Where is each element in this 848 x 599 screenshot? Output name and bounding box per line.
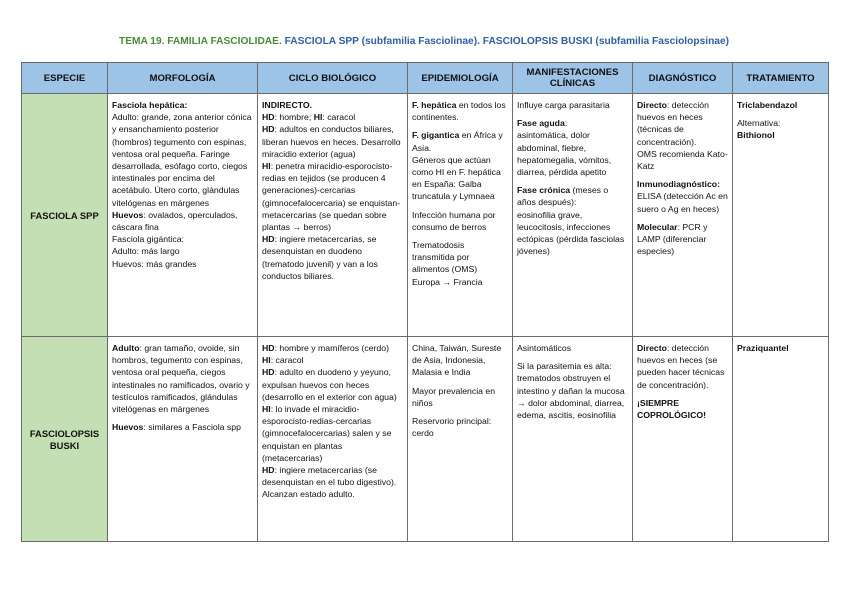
cell-tratamiento: Triclabendazol Alternativa: Bithionol xyxy=(733,94,829,337)
cell-ciclo: HD: hombre y mamíferos (cerdo) HI: caracol HD: adulto en duodeno y yeyuno, expulsan huevos con heces (desarrollo en el exterior con agua) HI: lo invade el miracidio-esporocisto-redias-cercarias (gimnocefalocercarias) salen y se enquistan en plantas (metacercarias) HD: ingiere metacercarias (se desenquistan en el tubo digestivo). Alcanzan estado adulto. xyxy=(258,337,408,542)
cell-morfologia: Adulto: gran tamaño, ovoide, sin hombros, tegumento con espinas, ventosa oral pequeña, ciegos intestinales no ramificados, ovario y testículos ramificados, glándulas vitelógenas en márgenes Huevos: similares a Fasciola spp xyxy=(108,337,258,542)
cell-morfologia: Fasciola hepática: Adulto: grande, zona anterior cónica y ensanchamiento posterior (hombros) tegumento con espinas, ventosa oral pequeña. Faringe desarrollada, esófago corto, ciegos intestinales por encima del acetábulo. Útero corto, glándulas vitelógenas en márgenes Huevos: ovalados, operculados, cáscara fina Fasciola gigántica: Adulto: más largo Huevos: más grandes xyxy=(108,94,258,337)
summary-table xyxy=(21,62,829,542)
header-morfologia: MORFOLOGÍA xyxy=(108,63,258,94)
header-tratamiento: TRATAMIENTO xyxy=(733,63,829,94)
cell-diagnostico: Directo: detección huevos en heces (se pueden hacer técnicas de concentración). ¡SIEMPRE COPROLÓGICO! xyxy=(633,337,733,542)
header-epidemiologia: EPIDEMIOLOGÍA xyxy=(408,63,513,94)
cell-tratamiento: Praziquantel xyxy=(733,337,829,542)
header-row xyxy=(22,63,829,94)
title-family: TEMA 19. FAMILIA FASCIOLIDAE. xyxy=(118,36,282,47)
header-diagnostico: DIAGNÓSTICO xyxy=(633,63,733,94)
cell-epidemiologia: China, Taiwán, Sureste de Asia, Indonesia, Malasia e India Mayor prevalencia en niños Reservorio principal: cerdo xyxy=(408,337,513,542)
header-ciclo: CICLO BIOLÓGICO xyxy=(258,63,408,94)
cell-clinica: Influye carga parasitaria Fase aguda: asintomática, dolor abdominal, fiebre, hepatomegalia, vómitos, diarrea, pérdida apetito Fase crónica (meses o años después): eosinofilia grave, leucocitosis, infecciones ectópicas (pérdida fasciolas jóvenes) xyxy=(513,94,633,337)
cell-clinica: Asintomáticos Si la parasitemia es alta: trematodos obstruyen el intestino y dañan la mucosa → dolor abdominal, diarrea, edema, ascitis, eosinofilia xyxy=(513,337,633,542)
table-row-fasciola xyxy=(22,94,829,337)
page-title xyxy=(0,36,848,47)
table-row-fasciolopsis xyxy=(22,337,829,542)
species-name: FASCIOLOPSIS BUSKI xyxy=(22,337,108,542)
title-species: FASCIOLA SPP (subfamilia Fasciolinae). FASCIOLOPSIS BUSKI (subfamilia Fasciolopsinae) xyxy=(284,36,730,47)
species-name: FASCIOLA SPP xyxy=(22,94,108,337)
cell-diagnostico: Directo: detección huevos en heces (técnicas de concentración). OMS recomienda Kato-Katz Inmunodiagnóstico: ELISA (detección Ac en suero o Ag en heces) Molecular: PCR y LAMP (diferenciar especies) xyxy=(633,94,733,337)
cell-epidemiologia: F. hepática en todos los continentes. F. gigantica en África y Asia. Géneros que actúan como HI en F. hepática en España: Galba truncatula y Lymnaea Infección humana por consumo de berros Trematodosis transmitida por alimentos (OMS) Europa → Francia xyxy=(408,94,513,337)
header-clinica: MANIFESTACIONES CLÍNICAS xyxy=(513,63,633,94)
header-especie: ESPECIE xyxy=(22,63,108,94)
cell-ciclo: INDIRECTO. HD: hombre; HI: caracol HD: adultos en conductos biliares, liberan huevos en heces. Desarrollo miracidio exterior (agua) HI: penetra miracidio-esporocisto-redias en tejidos (se producen 4 generaciones)-cercarias (gimnocefalocercaria) se enquistan- metacercarias (se quedan sobre plantas → berros) HD: ingiere metacercarias, se desenquistan en duodeno (trematodo juvenil) y van a los conductos biliares. xyxy=(258,94,408,337)
